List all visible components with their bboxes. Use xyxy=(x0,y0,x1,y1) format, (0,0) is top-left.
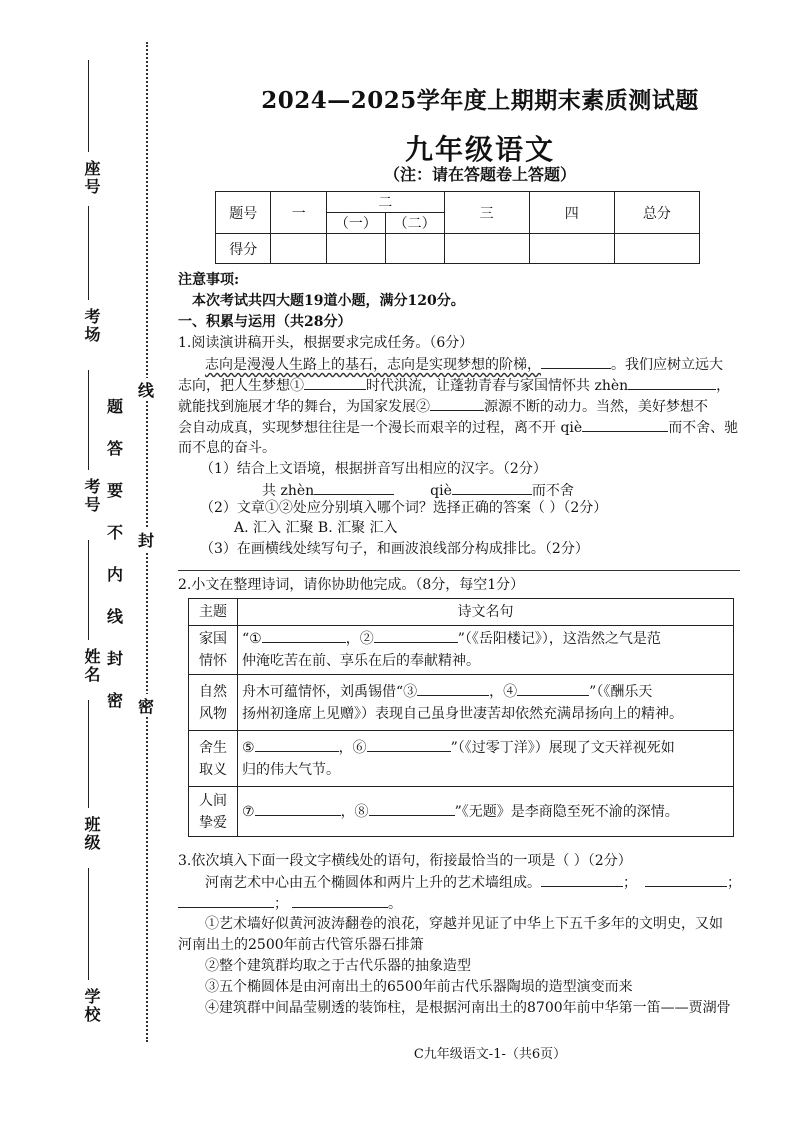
q1-line4 xyxy=(178,417,738,439)
notice-heading: 注意事项: xyxy=(178,272,240,288)
q3-lead-cont: ； 。 xyxy=(178,893,402,915)
poem-theme-4: 人间挚爱 xyxy=(189,787,238,837)
poem-blank-8[interactable] xyxy=(369,801,455,816)
q3-option-1: ①艺术墙好似黄河波涛翻卷的浪花，穿越并见证了中华上下五千多年的文明史，又如 xyxy=(205,916,723,932)
poem-blank-3[interactable] xyxy=(417,681,489,696)
poem-col-theme: 主题 xyxy=(189,599,238,626)
poem-blank-1[interactable] xyxy=(262,628,346,643)
q1-line2-c: ， xyxy=(716,378,731,394)
seal-char-1: 题 xyxy=(107,397,124,416)
q1-sub1-zhen: 共 zhèn xyxy=(262,483,315,499)
exam-title: 2024—2025学年度上期期末素质测试题 xyxy=(261,87,699,114)
q2-stem: 2.小文在整理诗词，请你协助他完成。（8分，每空1分） xyxy=(178,577,525,593)
exam-room-line xyxy=(88,206,89,300)
poem-theme-3: 舍生取义 xyxy=(189,731,238,787)
name-label: 姓名 xyxy=(82,648,101,684)
notice-text: 本次考试共四大题19道小题，满分120分。 xyxy=(192,293,465,309)
poem-theme-1: 家国情怀 xyxy=(189,626,238,675)
seat-number-line xyxy=(88,60,89,152)
q3-option-3: ③五个椭圆体是由河南出土的6500年前古代乐器陶埙的造型演变而来 xyxy=(205,979,633,995)
poem-1-b: ，② xyxy=(345,631,374,647)
q1-line3-b: 源源不断的动力。当然，美好梦想不 xyxy=(484,399,708,415)
class-line xyxy=(88,700,89,808)
poem-4-a: ⑦ xyxy=(242,803,255,820)
name-line xyxy=(88,540,89,640)
q1-sub2: （2）文章①②处应分别填入哪个词？选择正确的答案（ ）（2分） xyxy=(200,500,608,516)
score-header-total: 总分 xyxy=(614,192,699,234)
score-cell xyxy=(529,234,614,264)
q1-line2-a: 志向，把人生梦想① xyxy=(178,378,304,394)
q3-lead: 河南艺术中心由五个椭圆体和两片上升的艺术墙组成。 ； ； xyxy=(205,872,741,894)
q1-sub2-options: A. 汇入 汇聚 B. 汇聚 汇入 xyxy=(234,520,398,536)
score-header-3: 三 xyxy=(444,192,529,234)
exam-number-label: 考号 xyxy=(82,478,101,514)
seal-char-5: 内 xyxy=(107,565,124,584)
score-header-2b: （二） xyxy=(385,213,444,234)
q1-line1 xyxy=(205,354,723,376)
q1-line2 xyxy=(178,375,730,397)
q3-lead-text: 河南艺术中心由五个椭圆体和两片上升的艺术墙组成。 xyxy=(205,875,541,891)
q1-line4-b: 而不舍、驰 xyxy=(668,420,739,436)
q1-line4-a: 会自动成真，实现梦想往往是一个漫长而艰辛的过程，离不开 qiè xyxy=(178,420,583,436)
q1-line2-b: 时代洪流，让蓬勃青春与家国情怀共 zhèn xyxy=(366,378,629,394)
poem-2-d: 扬州初逢席上见赠》）表现自己虽身世凄苦却依然充满昂扬向上的精神。 xyxy=(242,705,683,722)
poem-theme-2: 自然风物 xyxy=(189,675,238,731)
poem-4-c: ”《无题》是李商隐至死不渝的深情。 xyxy=(454,803,679,820)
q1-line3-a: 就能找到施展才华的舞台，为国家发展② xyxy=(178,399,430,415)
poem-3-c: ”（《过零丁洋》）展现了文天祥视死如 xyxy=(450,739,675,756)
q1-sub1-blank-zhen[interactable] xyxy=(314,480,394,495)
poem-1-a: “① xyxy=(242,631,262,647)
poem-blank-4[interactable] xyxy=(517,681,589,696)
score-header-2a: （一） xyxy=(326,213,385,234)
score-header-tihao: 题号 xyxy=(216,192,271,234)
score-cell xyxy=(271,234,326,264)
poem-blank-6[interactable] xyxy=(367,737,451,752)
poem-lines-1 xyxy=(238,626,734,675)
q3-blank-3[interactable] xyxy=(178,893,274,908)
score-table xyxy=(215,191,700,264)
subject-title: 九年级语文 xyxy=(404,133,555,166)
q1-wavy-text: 志向是漫漫人生路上的基石，志向是实现梦想的阶梯， xyxy=(205,357,541,373)
school-label: 学校 xyxy=(82,988,101,1024)
poem-3-b: ，⑥ xyxy=(338,739,367,756)
section-divider xyxy=(178,570,740,571)
seal-char-8: 密 xyxy=(107,691,124,710)
exam-room-label: 考场 xyxy=(82,308,101,344)
q1-sub1: （1）结合上文语境，根据拼音写出相应的汉字。（2分） xyxy=(200,461,547,477)
q3-blank-4[interactable] xyxy=(292,893,388,908)
score-cell xyxy=(326,234,385,264)
poem-col-lines: 诗文名句 xyxy=(238,599,734,626)
poem-4-b: ，⑧ xyxy=(340,803,369,820)
q1-blank-2[interactable] xyxy=(430,396,484,411)
poem-1-d: 仲淹吃苦在前、享乐在后的奉献精神。 xyxy=(242,653,480,669)
score-row-label: 得分 xyxy=(216,234,271,264)
exam-number-line xyxy=(88,370,89,470)
seal-char-6: 线 xyxy=(107,607,124,626)
poem-blank-7[interactable] xyxy=(255,801,341,816)
q1-blank-continue[interactable] xyxy=(541,354,611,369)
seal-char-2: 答 xyxy=(107,439,124,458)
q1-line1-end: 。我们应树立远大 xyxy=(611,357,723,373)
score-header-4: 四 xyxy=(529,192,614,234)
section1-heading: 一、积累与运用（共28分） xyxy=(178,314,352,330)
line-marker: 线 xyxy=(138,378,154,401)
poem-lines-3 xyxy=(238,731,734,787)
seal-char-3: 要 xyxy=(107,481,124,500)
class-label: 班级 xyxy=(82,816,101,852)
q3-stem: 3.依次填入下面一段文字横线处的语句，衔接最恰当的一项是（ ）（2分） xyxy=(178,853,632,869)
poem-1-c: ”（《岳阳楼记》），这浩然之气是范 xyxy=(457,631,661,647)
poem-lines-4 xyxy=(238,787,734,837)
seal-marker: 封 xyxy=(138,528,154,551)
poem-blank-5[interactable] xyxy=(255,737,339,752)
q3-option-1-cont: 河南出土的2500年前古代管乐器石排箫 xyxy=(178,937,424,953)
page-footer: C九年级语文-1-（共6页） xyxy=(413,1047,567,1062)
q3-blank-2[interactable] xyxy=(645,872,727,887)
poem-table xyxy=(188,598,734,837)
poem-blank-2[interactable] xyxy=(374,628,458,643)
q1-sub3: （3）在画横线处续写句子，和画波浪线部分构成排比。（2分） xyxy=(200,541,589,557)
q1-sub1-suffix: 而不舍 xyxy=(531,483,574,499)
q1-sub1-qie: qiè xyxy=(430,483,452,499)
answer-note: （注：请在答题卷上答题） xyxy=(383,165,576,184)
q1-blank-qie[interactable] xyxy=(582,417,668,432)
seal-char-4: 不 xyxy=(107,523,124,542)
q1-line5: 而不息的奋斗。 xyxy=(178,440,276,456)
q3-option-4: ④建筑群中间晶莹剔透的装饰柱，是根据河南出土的8700年前中华第一笛——贾湖骨 xyxy=(205,1000,731,1016)
q1-line3 xyxy=(178,396,708,418)
q3-option-2: ②整个建筑群均取之于古代乐器的抽象造型 xyxy=(205,958,471,974)
school-line xyxy=(88,868,89,980)
poem-2-c: ”（《酬乐天 xyxy=(589,683,653,700)
score-header-1: 一 xyxy=(271,192,326,234)
poem-3-a: ⑤ xyxy=(242,739,255,756)
q3-blank-1[interactable] xyxy=(541,872,623,887)
q1-blank-zhen[interactable] xyxy=(628,375,716,390)
poem-2-b: ，④ xyxy=(489,683,518,700)
score-cell xyxy=(444,234,529,264)
q1-sub1-blank-qie[interactable] xyxy=(452,480,532,495)
q1-blank-1[interactable] xyxy=(304,375,366,390)
score-cell xyxy=(385,234,444,264)
seat-number-label: 座号 xyxy=(82,160,101,196)
score-cell xyxy=(614,234,699,264)
q1-stem: 1.阅读演讲稿开头，根据要求完成任务。（6分） xyxy=(178,335,474,351)
secret-marker: 密 xyxy=(138,694,154,717)
score-header-2: 二 xyxy=(326,192,444,213)
poem-lines-2 xyxy=(238,675,734,731)
poem-2-a: 舟木可蕴情怀，刘禹锡借“③ xyxy=(242,683,418,700)
seal-char-7: 封 xyxy=(107,649,124,668)
poem-3-d: 归的伟大气节。 xyxy=(242,761,340,778)
